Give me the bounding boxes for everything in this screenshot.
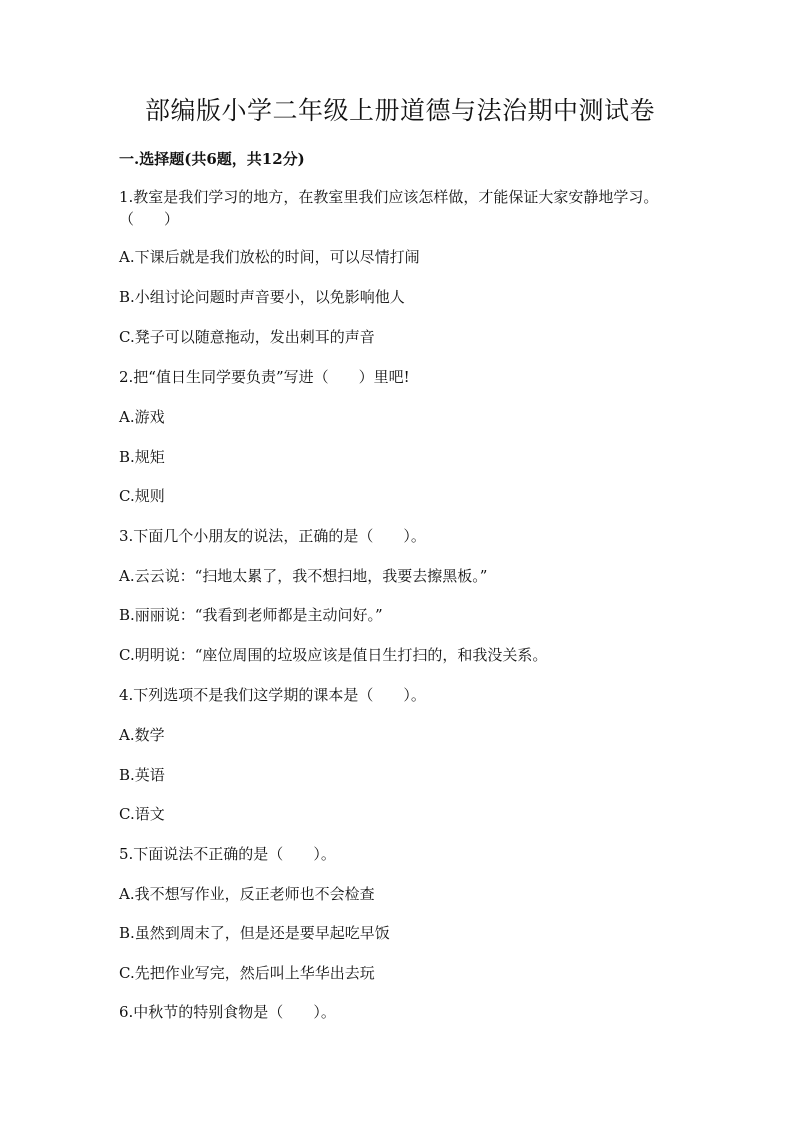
question-4-stem: 4.下列选项不是我们这学期的课本是（ ）。: [119, 686, 426, 704]
question-2-stem: 2.把“值日生同学要负责”写进（ ）里吧!: [119, 368, 410, 386]
question-4-option-b: B.英语: [119, 766, 165, 784]
question-4-option-c: C.语文: [119, 805, 165, 823]
question-5-option-a: A.我不想写作业，反正老师也不会检查: [119, 885, 375, 903]
question-1-option-c: C.凳子可以随意拖动，发出刺耳的声音: [119, 328, 375, 346]
exam-title: 部编版小学二年级上册道德与法治期中测试卷: [144, 96, 655, 125]
question-3-stem: 3.下面几个小朋友的说法，正确的是（ ）。: [119, 527, 426, 545]
question-6-stem: 6.中秋节的特别食物是（ ）。: [119, 1003, 336, 1021]
question-4-option-a: A.数学: [119, 726, 165, 744]
question-1-stem: 1.教室是我们学习的地方，在教室里我们应该怎样做，才能保证大家安静地学习。（ ）: [119, 188, 659, 228]
question-3-option-b: B.丽丽说：“我看到老师都是主动问好。”: [119, 606, 383, 624]
question-3-option-a: A.云云说：“扫地太累了，我不想扫地，我要去擦黑板。”: [119, 567, 488, 585]
question-2-option-a: A.游戏: [119, 408, 165, 426]
question-5-option-b: B.虽然到周末了，但是还是要早起吃早饭: [119, 924, 390, 942]
question-1-option-a: A.下课后就是我们放松的时间，可以尽情打闹: [119, 248, 420, 266]
question-1-option-b: B.小组讨论问题时声音要小，以免影响他人: [119, 288, 405, 306]
question-5-option-c: C.先把作业写完，然后叫上华华出去玩: [119, 964, 375, 982]
question-3-option-c: C.明明说：“座位周围的垃圾应该是值日生打扫的，和我没关系。: [119, 646, 548, 664]
section-header: 一.选择题(共6题，共12分): [119, 150, 305, 168]
question-2-option-b: B.规矩: [119, 448, 165, 466]
question-2-option-c: C.规则: [119, 487, 165, 505]
question-5-stem: 5.下面说法不正确的是（ ）。: [119, 845, 336, 863]
